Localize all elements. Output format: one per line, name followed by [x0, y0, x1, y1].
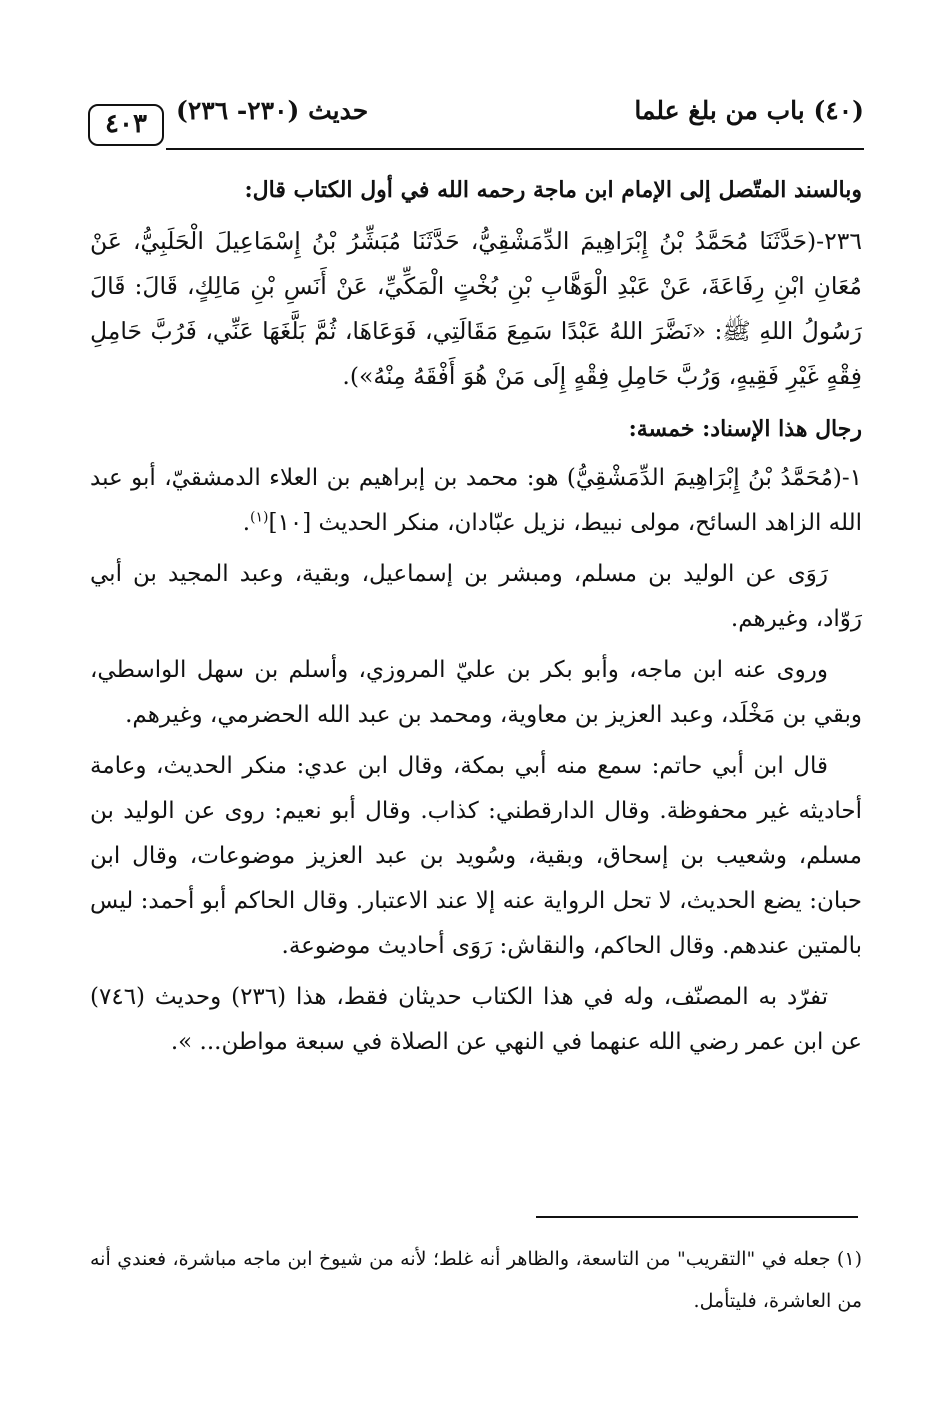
paragraph: رَوَى عن الوليد بن مسلم، ومبشر بن إسماعيل، وبقية، وعبد المجيد بن أبي رَوّاد، وغيرهم. [90, 561, 862, 632]
hadith-range: حديث (٢٣٠- ٢٣٦) [176, 96, 369, 125]
section-title: رجال هذا الإسناد: خمسة: [628, 416, 862, 442]
paragraph: تفرّد به المصنّف، وله في هذا الكتاب حديثان فقط، هذا (٢٣٦) وحديث (٧٤٦) عن ابن عمر رضي الله عنهما في النهي عن الصلاة في سبعة مواطن... ». [90, 984, 862, 1055]
paragraph: قال ابن أبي حاتم: سمع منه أبي بمكة، وقال ابن عدي: منكر الحديث، وعامة أحاديثه غير محفوظة. وقال الدارقطني: كذاب. وقال أبو نعيم: روى عن الوليد بن مسلم، وشعيب بن إسحاق، وبقية، وسُويد بن عبد العزيز موضوعات، وقال ابن حبان: يضع الحديث، لا تحل الرواية عنه إلا عند الاعتبار. وقال الحاكم أبو أحمد: ليس بالمتين عندهم. وقال الحاكم، والنقاش: رَوَى أحاديث موضوعة. [90, 753, 862, 959]
page-body [90, 168, 862, 1071]
paragraph: وروى عنه ابن ماجه، وأبو بكر بن عليّ المروزي، وأسلم بن سهل الواسطي، وبقي بن مَخْلَد، وعبد العزيز بن معاوية، ومحمد بن عبد الله الحضرمي، وغيرهم. [90, 657, 862, 728]
page-header [88, 92, 864, 150]
footnote-divider [536, 1216, 858, 1218]
narrator-entry: ١-(مُحَمَّدُ بْنُ إِبْرَاهِيمَ الدِّمَشْقِيُّ) هو: محمد بن إبراهيم بن العلاء الدمشقيّ، أبو عبد الله الزاهد السائح، مولى نبيط، نزيل عبّادان، منكر الحديث [١٠]$^{(١)}$. [90, 465, 862, 536]
narrator-text: ١-(مُحَمَّدُ بْنُ إِبْرَاهِيمَ الدِّمَشْقِيُّ) هو: محمد بن إبراهيم بن العلاء الدمشقيّ، أبو عبد الله الزاهد السائح، مولى نبيط، نزيل عبّادان، منكر الحديث [١٠] [90, 465, 862, 536]
header-divider [166, 148, 864, 150]
chain-intro: وبالسند المتّصل إلى الإمام ابن ماجة رحمه الله في أول الكتاب قال: [244, 177, 862, 203]
footnote-ref: (١) [250, 509, 269, 526]
page-number: ٤٠٣ [88, 104, 164, 146]
footnote: (١) جعله في "التقريب" من التاسعة، والظاهر أنه غلط؛ لأنه من شيوخ ابن ماجه مباشرة، فعندي أنه من العاشرة، فليتأمل. [90, 1248, 862, 1312]
chapter-title: (٤٠) باب من بلغ علما [634, 96, 864, 125]
hadith-text: ٢٣٦-(حَدَّثَنَا مُحَمَّدُ بْنُ إِبْرَاهِيمَ الدِّمَشْقِيُّ، حَدَّثَنَا مُبَشِّرُ بْنُ إِسْمَاعِيلَ الْحَلَبِيُّ، عَنْ مُعَانِ ابْنِ رِفَاعَةَ، عَنْ عَبْدِ الْوَهَّابِ بْنِ بُخْتٍ الْمَكِّيِّ، عَنْ أَنَسِ بْنِ مَالِكٍ، قَالَ: قَالَ رَسُولُ اللهِ ﷺ: «نَضَّرَ اللهُ عَبْدًا سَمِعَ مَقَالَتِي، فَوَعَاهَا، ثُمَّ بَلَّغَهَا عَنِّي، فَرُبَّ حَامِلِ فِقْهٍ غَيْرِ فَقِيهٍ، وَرُبَّ حَامِلِ فِقْهٍ إِلَى مَنْ هُوَ أَفْقَهُ مِنْهُ»). [90, 227, 862, 390]
